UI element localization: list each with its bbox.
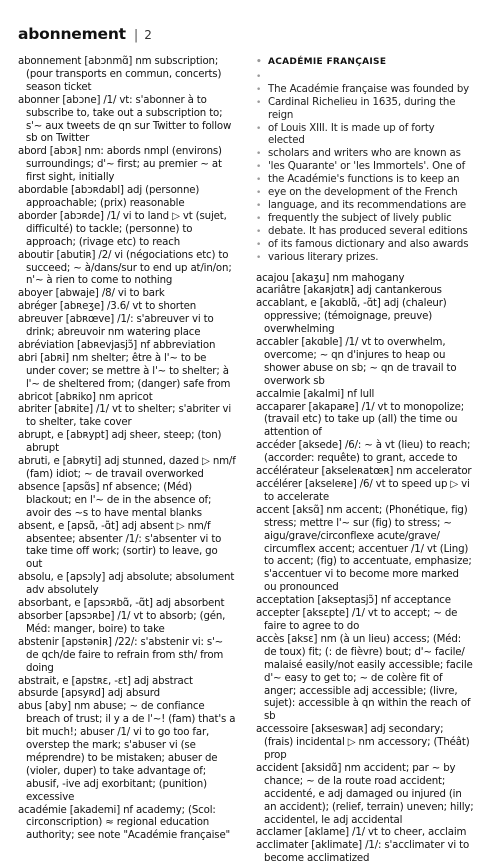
usage-note-text <box>268 71 474 84</box>
dictionary-entry <box>256 634 474 724</box>
dictionary-entry <box>18 404 236 430</box>
usage-note-text: The Académie française was founded by <box>268 83 470 95</box>
dictionary-entry <box>256 273 474 286</box>
dictionary-entry <box>256 608 474 634</box>
page-number: 2 <box>144 28 152 42</box>
bullet-icon: • <box>256 213 262 224</box>
entry-text: abordable [abɔʀdabl] adj (personne) approachable; (prix) reasonable <box>18 185 200 209</box>
usage-note-line <box>256 84 474 97</box>
usage-note-text: of its famous dictionary and also awards <box>268 238 469 250</box>
dictionary-entry <box>18 572 236 598</box>
entry-text: abricot [abʀiko] nm apricot <box>18 391 153 403</box>
dictionary-entry <box>18 211 236 250</box>
dictionary-entry <box>256 763 474 828</box>
bullet-icon: • <box>256 97 262 108</box>
dictionary-entry <box>256 840 474 866</box>
bullet-icon: • <box>256 226 262 237</box>
usage-note-line <box>256 200 474 213</box>
dictionary-entry <box>18 288 236 301</box>
dictionary-entry <box>18 701 236 804</box>
entry-text: abrupt, e [abʀypt] adj sheer, steep; (ton) abrupt <box>18 430 222 455</box>
dictionary-entry <box>18 598 236 611</box>
bullet-icon: • <box>256 239 262 250</box>
dictionary-entry <box>256 440 474 466</box>
entry-text: acclamer [aklame] /1/ vt to cheer, acclaim <box>256 827 467 839</box>
usage-note-line <box>256 174 474 187</box>
usage-note-line <box>256 97 474 123</box>
bullet-icon: • <box>256 71 262 82</box>
entry-text: accaparer [akapaʀe] /1/ vt to monopolize; (travail etc) to take up (all) the time ou attention of <box>256 401 464 439</box>
entry-text: abruti, e [abʀyti] adj stunned, dazed ▷ nm/f (fam) idiot; ~ de travail overworked <box>18 456 236 480</box>
dictionary-entry <box>256 479 474 505</box>
entry-text: académie [akademi] nf academy; (Scol: circonscription) ≈ regional education authority; see note "Académie française" <box>18 804 231 842</box>
dictionary-entry <box>18 95 236 147</box>
dictionary-entry <box>18 185 236 211</box>
entry-text: acceptation [akseptasjɔ̃] nf acceptance <box>256 595 451 607</box>
usage-note-text: Cardinal Richelieu in 1635, during the reign <box>268 96 456 121</box>
bullet-icon: • <box>256 175 262 186</box>
entry-text: aboutir [abutiʀ] /2/ vi (négociations etc) to succeed; ~ à/dans/sur to end up at/in/on; n'~ à rien to come to nothing <box>18 249 232 287</box>
dictionary-entry <box>256 724 474 763</box>
page-header <box>18 24 482 43</box>
entry-text: acclimater [aklimate] /1/: s'acclimater vi to become acclimatized <box>256 840 470 865</box>
dictionary-entry <box>18 340 236 353</box>
usage-note-line <box>256 123 474 149</box>
dictionary-entry <box>18 456 236 482</box>
dictionary-entry <box>18 353 236 392</box>
dictionary-entry <box>18 805 236 844</box>
entry-text: accent [aksɑ̃] nm accent; (Phonétique, fig) stress; mettre l'~ sur (fig) to stress; ~ aigu/grave/circonflexe acute/grave/ circumflex accent; accentuer /1/ vt (Ling) to accent; (fig) to accentuate, emphasize; s'accentuer vi to become more marked ou pronounced <box>256 504 472 594</box>
dictionary-entry <box>256 466 474 479</box>
entry-text: abus [aby] nm abuse; ~ de confiance breach of trust; il y a de l'~! (fam) that's a bit much!; abuser /1/ vi to go too far, overstep the mark; s'abuser vi (se méprendre) to be mistaken; abuser de (violer, duper) to take advantage of; abusif, -ive adj exorbitant; (punition) excessive <box>18 701 236 803</box>
usage-note-text: eye on the development of the French <box>268 187 458 199</box>
entry-text: accident [aksidɑ̃] nm accident; par ~ by chance; ~ de la route road accident; accidenté, e adj damaged ou injured (in an accident); (relief, terrain) uneven; hilly; accidentel, le adj accidental <box>256 762 474 826</box>
entry-text: abréger [abʀeʒe] /3.6/ vt to shorten <box>18 301 197 313</box>
left-column <box>18 56 236 843</box>
entry-text: accepter [aksɛpte] /1/ vt to accept; ~ de faire to agree to do <box>256 608 458 632</box>
usage-note-text: of Louis XIII. It is made up of forty elected <box>268 122 435 147</box>
dictionary-entry <box>18 676 236 689</box>
entry-text: abriter [abʀite] /1/ vt to shelter; s'abriter vi to shelter, take cover <box>18 404 232 429</box>
entry-text: abreuver [abʀœve] /1/: s'abreuver vi to drink; abreuvoir nm watering place <box>18 314 214 339</box>
bullet-icon: • <box>256 162 262 173</box>
entry-text: accès [aksɛ] nm (à un lieu) access; (Méd: de toux) fit; (: de fièvre) bout; d'~ facile/ malaisé easily/not easily accessible; facile d'~ easy to get to; ~ de colère fit of anger; accessible adj accessible; (livre, sujet): accessible à qn within the reach of sb <box>256 633 473 723</box>
entry-text: abonnement [abɔnmɑ̃] nm subscription; (pour transports en commun, concerts) season ticket <box>18 56 222 93</box>
usage-note-line <box>256 161 474 174</box>
usage-note-text: 'les Quarante' or 'les Immortels'. One of <box>268 161 466 173</box>
usage-note-line <box>256 187 474 200</box>
entry-text: accessoire [akseswaʀ] adj secondary; (frais) incidental ▷ nm accessory; (Théât) prop <box>256 724 470 762</box>
entry-text: abréviation [abʀevjasjɔ̃] nf abbreviation <box>18 339 216 351</box>
entry-text: accélérateur [akseleʀatœʀ] nm accelerator <box>256 466 472 478</box>
dictionary-entry <box>256 402 474 441</box>
right-column <box>256 56 474 866</box>
entry-text: abstrait, e [apstʀɛ, -ɛt] adj abstract <box>18 675 193 687</box>
usage-note-text: the Académie's functions is to keep an <box>268 174 460 186</box>
bullet-icon: • <box>256 123 262 134</box>
dictionary-entry <box>18 688 236 701</box>
bullet-icon: • <box>256 57 263 67</box>
usage-note-text: debate. It has produced several editions <box>268 225 468 237</box>
header-separator: | <box>133 28 139 43</box>
entry-text: aboyer [abwaje] /8/ vi to bark <box>18 288 165 300</box>
bullet-icon: • <box>256 188 262 199</box>
usage-note-line <box>256 252 474 265</box>
usage-note-heading: ACADÉMIE FRANÇAISE <box>268 57 387 67</box>
usage-note-text: various literary prizes. <box>268 251 379 263</box>
usage-note-box <box>256 56 474 265</box>
dictionary-entry <box>18 482 236 521</box>
usage-note-line <box>256 213 474 226</box>
dictionary-entry <box>18 611 236 637</box>
bullet-icon: • <box>256 200 262 211</box>
dictionary-entry <box>18 637 236 676</box>
dictionary-entry <box>18 392 236 405</box>
dictionary-entry <box>18 521 236 573</box>
dictionary-entry <box>256 285 474 298</box>
entry-text: absorber [apsɔʀbe] /1/ vt to absorb; (gén, Méd: manger, boire) to take <box>18 610 226 635</box>
dictionary-entry <box>18 56 236 95</box>
usage-note-title <box>256 56 474 69</box>
usage-note-text: frequently the subject of lively public <box>268 212 452 224</box>
dictionary-entry <box>256 595 474 608</box>
entry-text: absent, e [apsɑ̃, -ɑ̃t] adj absent ▷ nm/f absentee; absenter /1/: s'absenter vi to take time off work; (sortir) to leave, go out <box>18 520 222 571</box>
dictionary-entry <box>18 250 236 289</box>
bullet-icon: • <box>256 149 262 160</box>
dictionary-entry <box>256 337 474 389</box>
entry-text: absolu, e [apsɔly] adj absolute; absolument adv absolutely <box>18 572 235 597</box>
dictionary-entry <box>256 389 474 402</box>
bullet-icon: • <box>256 84 262 95</box>
entry-text: abonner [abɔne] /1/ vt: s'abonner à to subscribe to, take out a subscription to; s'~ aux tweets de qn sur Twitter to follow sb on Twitter <box>18 94 232 145</box>
bullet-icon: • <box>256 252 262 263</box>
entry-text: accablant, e [akɑblɑ̃, -ɑ̃t] adj (chaleur) oppressive; (témoignage, preuve) overwhelming <box>256 298 447 336</box>
dictionary-entry <box>256 505 474 595</box>
dictionary-entry <box>18 430 236 456</box>
usage-note-line <box>256 148 474 161</box>
entry-text: accalmie [akalmi] nf lull <box>256 388 375 400</box>
entry-text: accélérer [akseleʀe] /6/ vt to speed up ▷ vi to accelerate <box>256 479 470 503</box>
dictionary-entry <box>256 827 474 840</box>
usage-note-text: scholars and writers who are known as <box>268 148 461 160</box>
entry-text: absorbant, e [apsɔʀbɑ̃, -ɑ̃t] adj absorbent <box>18 598 225 610</box>
entry-text: abord [abɔʀ] nm: abords nmpl (environs) surroundings; d'~ first; au premier ~ at first sight, initially <box>18 146 222 184</box>
dictionary-entry <box>256 298 474 337</box>
dictionary-entry <box>18 314 236 340</box>
dictionary-entry <box>18 301 236 314</box>
entry-text: accéder [aksede] /6/: ~ à vt (lieu) to reach; (accorder: requête) to grant, accede to <box>256 440 471 465</box>
usage-note-text: language, and its recommendations are <box>268 199 467 211</box>
entry-text: absurde [apsyʀd] adj absurd <box>18 688 160 700</box>
dictionary-entry <box>18 146 236 185</box>
entry-text: acajou [akaʒu] nm mahogany <box>256 272 405 284</box>
entry-text: acariâtre [akaʀjɑtʀ] adj cantankerous <box>256 285 442 297</box>
usage-note-line <box>256 239 474 252</box>
usage-note-line <box>256 226 474 239</box>
running-headword: abonnement <box>18 25 126 43</box>
entry-text: abstenir [apstəniʀ] /22/: s'abstenir vi: s'~ de qch/de faire to refrain from sth/ from doing <box>18 636 224 674</box>
entry-text: accabler [akɑble] /1/ vt to overwhelm, overcome; ~ qn d'injures to heap ou shower abuse on sb; ~ qn de travail to overwork sb <box>256 337 457 387</box>
usage-note-line <box>256 71 474 84</box>
entry-text: abri [abʀi] nm shelter; être à l'~ to be under cover; se mettre à l'~ to shelter; à l'~ de sheltered from; (danger) safe from <box>18 352 231 390</box>
entry-text: aborder [abɔʀde] /1/ vi to land ▷ vt (sujet, difficulté) to tackle; (personne) to approach; (rivage etc) to reach <box>18 210 227 248</box>
entry-text: absence [apsɑ̃s] nf absence; (Méd) blackout; en l'~ de in the absence of; avoir des ~s to have mental blanks <box>18 481 212 519</box>
